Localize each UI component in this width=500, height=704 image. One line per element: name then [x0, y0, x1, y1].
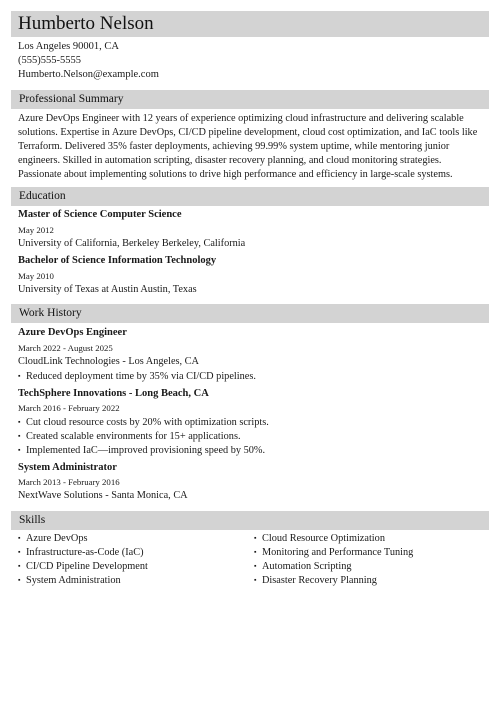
- job-dates: March 2022 - August 2025: [18, 343, 113, 353]
- skill-item: [254, 575, 377, 586]
- bullet-icon: ▪: [18, 576, 21, 584]
- education-date: May 2010: [18, 271, 54, 281]
- skill-label: Automation Scripting: [262, 561, 352, 572]
- education-degree: Master of Science Computer Science: [18, 209, 182, 220]
- skill-label: Infrastructure-as-Code (IaC): [26, 547, 144, 558]
- job-dates: March 2013 - February 2016: [18, 477, 120, 487]
- job-bullet: [18, 445, 265, 456]
- skill-item: [18, 547, 144, 558]
- skill-item: [18, 561, 148, 572]
- education-school: University of California, Berkeley Berkeley, California: [18, 238, 246, 249]
- job-bullet-text: Created scalable environments for 15+ applications.: [26, 431, 241, 442]
- job-title: Azure DevOps Engineer: [18, 327, 127, 338]
- job-dates: March 2016 - February 2022: [18, 403, 120, 413]
- job-title: System Administrator: [18, 462, 117, 473]
- skill-label: CI/CD Pipeline Development: [26, 561, 148, 572]
- skill-item: [254, 547, 413, 558]
- bullet-icon: ▪: [254, 534, 257, 542]
- job-title: TechSphere Innovations - Long Beach, CA: [18, 388, 209, 399]
- bullet-icon: ▪: [18, 418, 21, 426]
- summary-text: Azure DevOps Engineer with 12 years of experience optimizing cloud infrastructure and delivering scalable solutions. Expertise in Azure DevOps, CI/CD pipeline development, cloud cost optimization, and IaC tools like Terraform. Delivered 35% faster deployments, achieving 99.99% system uptime, while mentoring junior engineers. Skilled in automation scripting, disaster recovery planning, and cloud monitoring strategies. Passionate about implementing solutions to drive high performance and efficiency in large-scale systems.: [18, 113, 478, 180]
- candidate-name: Humberto Nelson: [11, 11, 489, 37]
- education-school: University of Texas at Austin Austin, Texas: [18, 284, 197, 295]
- job-bullet: [18, 431, 241, 442]
- education-degree: Bachelor of Science Information Technology: [18, 255, 217, 266]
- skill-label: Cloud Resource Optimization: [262, 533, 385, 544]
- job-company: CloudLink Technologies - Los Angeles, CA: [18, 356, 199, 367]
- work-heading: Work History: [11, 304, 489, 323]
- bullet-icon: ▪: [254, 562, 257, 570]
- skill-item: [254, 533, 385, 544]
- bullet-icon: ▪: [254, 576, 257, 584]
- skill-label: Azure DevOps: [26, 533, 88, 544]
- job-bullet: [18, 371, 256, 382]
- bullet-icon: ▪: [18, 432, 21, 440]
- skill-label: Disaster Recovery Planning: [262, 575, 377, 586]
- bullet-icon: ▪: [18, 372, 21, 380]
- job-bullet-text: Reduced deployment time by 35% via CI/CD pipelines.: [26, 371, 256, 382]
- skill-label: System Administration: [26, 575, 121, 586]
- education-heading: Education: [11, 187, 489, 206]
- bullet-icon: ▪: [254, 548, 257, 556]
- contact-email: Humberto.Nelson@example.com: [18, 69, 159, 80]
- contact-phone: (555)555-5555: [18, 55, 81, 66]
- summary-heading: Professional Summary: [11, 90, 489, 109]
- contact-location: Los Angeles 90001, CA: [18, 41, 119, 52]
- bullet-icon: ▪: [18, 446, 21, 454]
- job-bullet: [18, 417, 269, 428]
- skill-item: [18, 575, 121, 586]
- bullet-icon: ▪: [18, 562, 21, 570]
- job-bullet-text: Implemented IaC—improved provisioning speed by 50%.: [26, 445, 266, 456]
- skills-heading: Skills: [11, 511, 489, 530]
- job-company: NextWave Solutions - Santa Monica, CA: [18, 490, 188, 501]
- bullet-icon: ▪: [18, 534, 21, 542]
- education-date: May 2012: [18, 225, 54, 235]
- skill-item: [254, 561, 352, 572]
- skill-label: Monitoring and Performance Tuning: [262, 547, 414, 558]
- contact-info: [18, 40, 159, 82]
- bullet-icon: ▪: [18, 548, 21, 556]
- skill-item: [18, 533, 87, 544]
- job-bullet-text: Cut cloud resource costs by 20% with optimization scripts.: [26, 417, 269, 428]
